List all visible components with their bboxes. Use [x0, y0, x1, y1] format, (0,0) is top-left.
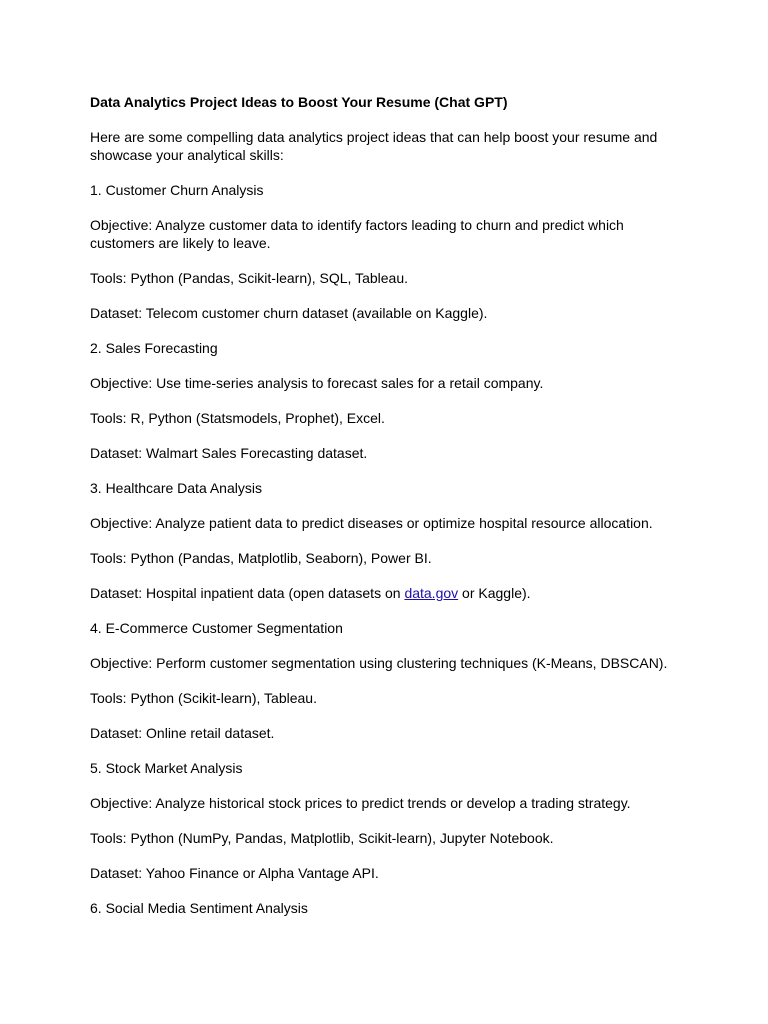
project-dataset-1: Dataset: Telecom customer churn dataset (available on Kaggle).	[90, 305, 488, 321]
project-dataset-3	[90, 584, 690, 602]
project-heading-1: 1. Customer Churn Analysis	[90, 182, 264, 198]
intro-paragraph: Here are some compelling data analytics project ideas that can help boost your resume and showcase your analytical skills:	[90, 129, 658, 163]
data-gov-link[interactable]: data.gov	[404, 585, 459, 601]
dataset-3-prefix: Dataset: Hospital inpatient data (open datasets on	[90, 585, 405, 601]
project-heading-3: 3. Healthcare Data Analysis	[90, 480, 262, 496]
project-objective-5: Objective: Analyze historical stock prices to predict trends or develop a trading strategy.	[90, 795, 631, 811]
project-objective-3: Objective: Analyze patient data to predict diseases or optimize hospital resource allocation.	[90, 515, 653, 531]
project-tools-5: Tools: Python (NumPy, Pandas, Matplotlib, Scikit-learn), Jupyter Notebook.	[90, 830, 554, 846]
project-dataset-2: Dataset: Walmart Sales Forecasting dataset.	[90, 445, 368, 461]
project-tools-4: Tools: Python (Scikit-learn), Tableau.	[90, 690, 317, 706]
project-objective-1: Objective: Analyze customer data to identify factors leading to churn and predict which customers are likely to leave.	[90, 217, 624, 251]
project-heading-5: 5. Stock Market Analysis	[90, 760, 243, 776]
project-tools-1: Tools: Python (Pandas, Scikit-learn), SQL, Tableau.	[90, 270, 409, 286]
project-dataset-4: Dataset: Online retail dataset.	[90, 725, 275, 741]
project-heading-6: 6. Social Media Sentiment Analysis	[90, 900, 308, 916]
project-heading-4: 4. E-Commerce Customer Segmentation	[90, 620, 343, 636]
document-title: Data Analytics Project Ideas to Boost Your Resume (Chat GPT)	[90, 94, 508, 110]
project-heading-2: 2. Sales Forecasting	[90, 340, 218, 356]
project-objective-2: Objective: Use time-series analysis to forecast sales for a retail company.	[90, 375, 544, 391]
project-dataset-5: Dataset: Yahoo Finance or Alpha Vantage API.	[90, 865, 379, 881]
project-tools-2: Tools: R, Python (Statsmodels, Prophet), Excel.	[90, 410, 385, 426]
project-tools-3: Tools: Python (Pandas, Matplotlib, Seaborn), Power BI.	[90, 550, 432, 566]
document-body	[90, 93, 690, 934]
project-objective-4: Objective: Perform customer segmentation using clustering techniques (K-Means, DBSCAN).	[90, 655, 668, 671]
dataset-3-suffix: or Kaggle).	[458, 585, 531, 601]
